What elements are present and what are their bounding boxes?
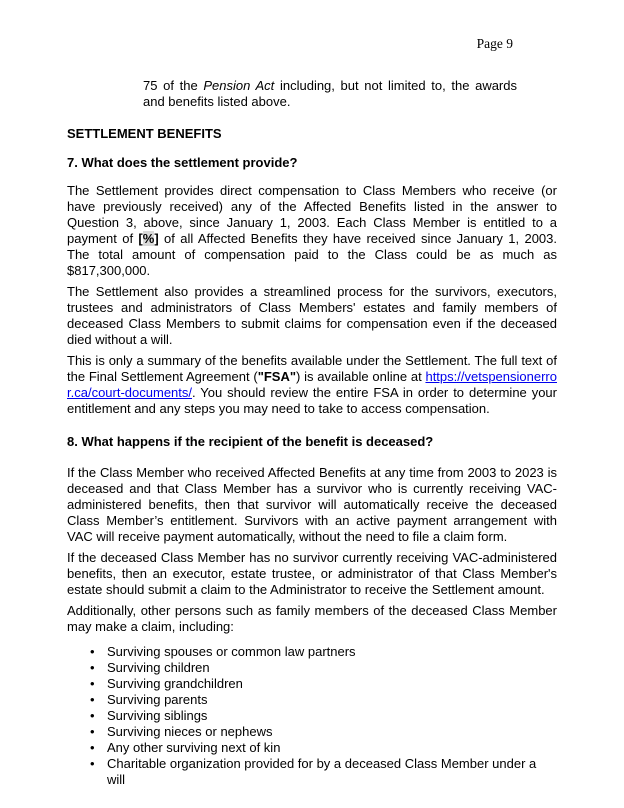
list-item-surviving-spouses: • Surviving spouses or common law partners (90, 644, 557, 660)
section-heading-settlement-benefits: SETTLEMENT BENEFITS (67, 126, 222, 141)
q7-paragraph-2: The Settlement also provides a streamlined process for the survivors, executors, trustees and administrators of Class Members' estates and family members of deceased Class Members to submit claims for compensation even if the deceased died without a will. (67, 284, 557, 347)
page-number-header (67, 36, 557, 52)
page-number-label: Page 9 (476, 36, 513, 51)
list-item-surviving-siblings: • Surviving siblings (90, 708, 557, 724)
pension-act-title: Pension Act (203, 78, 275, 93)
list-item-surviving-grandchildren: • Surviving grandchildren (90, 676, 557, 692)
percent-placeholder-bracket-close: ] (154, 231, 159, 246)
q7-p3-seg2: ) is available online at (296, 369, 426, 384)
q8-paragraph-3-lead-in: Additionally, other persons such as family members of the deceased Class Member may make a claim, including: (67, 603, 557, 634)
percent-placeholder-bracket-open: [ (138, 231, 143, 246)
q7-p1-seg1: The Settlement provides direct compensation to Class Members who receive (or have previously received) any of the Affected Benefits listed in the answer to Question 3, above, since January 1, 2003. Each Class Member is entitled to a payment of (67, 183, 557, 246)
court-documents-link[interactable]: https://vetspensionerror.ca/court-documents/ (67, 369, 557, 400)
list-item-surviving-parents: • Surviving parents (90, 692, 557, 708)
list-item-surviving-nieces-nephews: • Surviving nieces or nephews (90, 724, 557, 740)
q8-paragraph-2: If the deceased Class Member has no survivor currently receiving VAC-administered benefits, then an executor, estate trustee, or administrator of that Class Member's estate should submit a claim to the Administrator to receive the Settlement amount. (67, 550, 557, 597)
q7-p1-seg2: of all Affected Benefits they have received since January 1, 2003. The total amount of compensation paid to the Class could be as much as $817,300,000. (67, 231, 557, 278)
claimant-bullet-list (67, 644, 557, 788)
question-8-heading: 8. What happens if the recipient of the benefit is deceased? (67, 434, 434, 449)
list-item-surviving-children: • Surviving children (90, 660, 557, 676)
intro-continuation-paragraph (143, 78, 517, 110)
list-item-charitable-organization: • Charitable organization provided for by a deceased Class Member under a will (90, 756, 557, 788)
intro-text-post: including, but not limited to, the awards and benefits listed above. (143, 78, 517, 109)
q7-p3-seg1: This is only a summary of the benefits available under the Settlement. The full text of the Final Settlement Agreement ( (67, 353, 557, 384)
list-item-next-of-kin: • Any other surviving next of kin (90, 740, 557, 756)
question-7-heading: 7. What does the settlement provide? (67, 155, 298, 170)
intro-text-pre: 75 of the (143, 78, 204, 93)
q7-paragraph-3 (67, 353, 557, 417)
percent-placeholder-value: % (142, 231, 155, 246)
q8-paragraph-1: If the Class Member who received Affected Benefits at any time from 2003 to 2023 is deceased and that Class Member has a survivor who is currently receiving VAC-administered benefits, then that survivor will automatically receive the deceased Class Member’s entitlement. Survivors with an active payment arrangement with VAC will receive payment automatically, without the need to file a claim form. (67, 465, 557, 544)
fsa-abbreviation: "FSA" (257, 369, 297, 384)
q7-p3-seg3: . You should review the entire FSA in order to determine your entitlement and any steps you may need to take to access compensation. (67, 385, 557, 416)
q7-paragraph-1 (67, 183, 557, 279)
